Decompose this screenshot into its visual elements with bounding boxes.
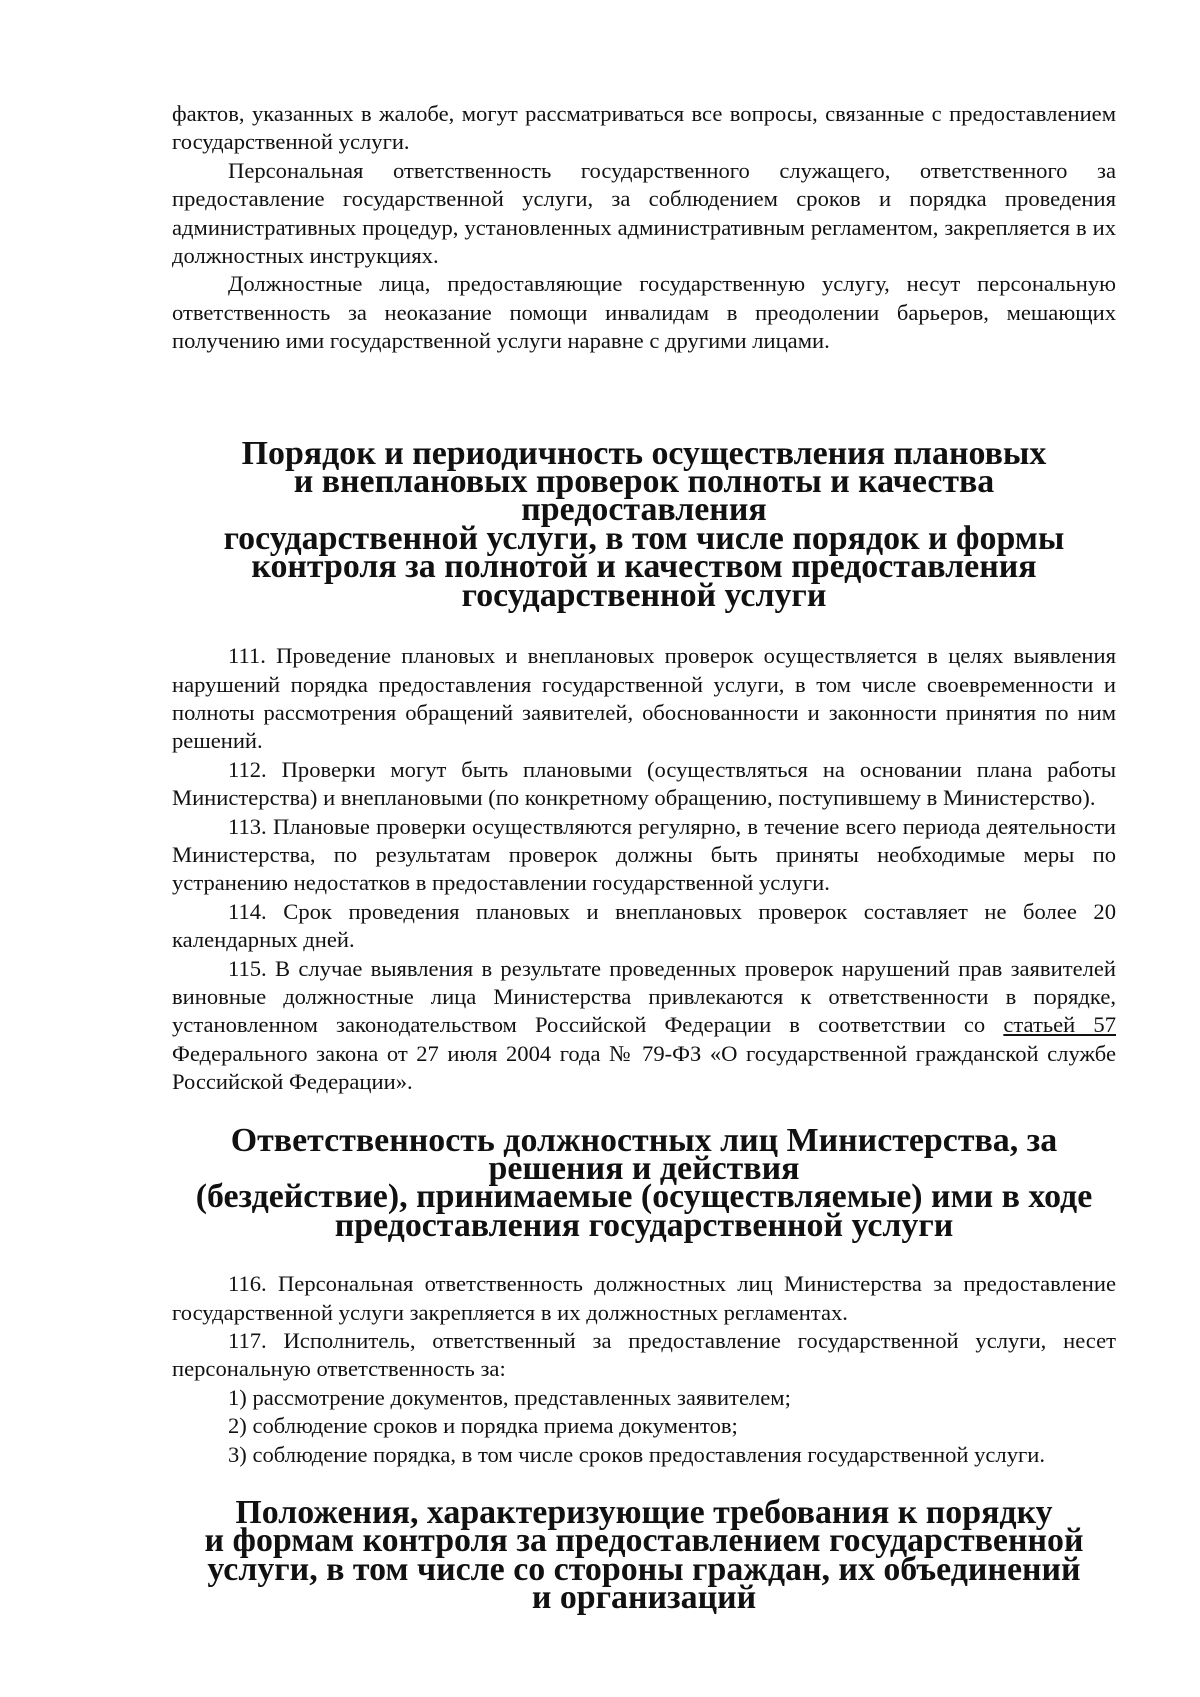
heading-line: государственной услуги: [461, 576, 827, 614]
paragraph-116: 116. Персональная ответственность должностных лиц Министерства за предоставление государственной услуги закрепляется в их должностных регламентах.: [172, 1271, 1116, 1325]
heading-line: (бездействие), принимаемые (осуществляемые) ими в ходе: [195, 1178, 1093, 1216]
heading-line: и формам контроля за предоставлением государственной: [204, 1522, 1084, 1560]
intro-paragraph-continued: фактов, указанных в жалобе, могут рассматриваться все вопросы, связанные с предоставлением государственной услуги.: [172, 101, 1116, 155]
heading-line: Положения, характеризующие требования к порядку: [235, 1494, 1053, 1532]
heading-line: предоставления государственной услуги: [334, 1206, 954, 1244]
heading-line: услуги, в том числе со стороны граждан, их объединений: [207, 1550, 1081, 1588]
heading-line: контроля за полнотой и качеством предоставления: [251, 548, 1037, 586]
heading-line: и организаций: [531, 1579, 757, 1617]
list-item: 3) соблюдение порядка, в том числе сроков предоставления государственной услуги.: [228, 1441, 1046, 1467]
heading-line: и внеплановых проверок полноты и качества предоставления: [293, 463, 995, 529]
section-heading-inspections: [172, 434, 1116, 614]
paragraph-114: 114. Срок проведения плановых и внеплановых проверок составляет не более 20 календарных дней.: [172, 898, 1116, 953]
paragraph-111: 111. Проведение плановых и внеплановых проверок осуществляется в целях выявления нарушений порядка предоставления государственной услуги, в том числе своевременности и полноты рассмотрения обращений заявителей, обоснованности и законности принятия по ним решений.: [172, 643, 1116, 754]
list-item: 1) рассмотрение документов, представленных заявителем;: [228, 1384, 791, 1410]
paragraph-117: 117. Исполнитель, ответственный за предоставление государственной услуги, несет персональную ответственность за:: [172, 1328, 1116, 1382]
intro-paragraph-responsibility: Персональная ответственность государственного служащего, ответственного за предоставление государственной услуги, за соблюдением сроков и порядка проведения административных процедур, установленных административным регламентом, закрепляется в их должностных инструкциях.: [172, 157, 1116, 269]
paragraph-115-text-start: 115. В случае выявления в результате проведенных проверок нарушений прав заявителей виновные должностные лица Министерства привлекаются к ответственности в порядке, установленном законодательством Российской Федерации в соответствии со: [172, 955, 1116, 1038]
intro-paragraph-disabled-assistance: Должностные лица, предоставляющие государственную услугу, несут персональную ответственность за неоказание помощи инвалидам в преодолении барьеров, мешающих получению ими государственной услуги наравне с другими лицами.: [172, 271, 1116, 354]
paragraph-115-text-end: Федерального закона от 27 июля 2004 года № 79-ФЗ «О государственной гражданской службе Российской Федерации».: [172, 1040, 1116, 1095]
paragraph-113: 113. Плановые проверки осуществляются регулярно, в течение всего периода деятельности Министерства, по результатам проверок должны быть приняты необходимые меры по устранению недостатков в предоставлении государственной услуги.: [172, 813, 1116, 896]
heading-line: Ответственность должностных лиц Министерства, за решения и действия: [230, 1121, 1058, 1187]
heading-line: государственной услуги, в том числе порядок и формы: [223, 519, 1065, 557]
heading-line: Порядок и периодичность осуществления плановых: [241, 434, 1047, 472]
section-heading-responsibility: [172, 1121, 1116, 1244]
paragraph-112: 112. Проверки могут быть плановыми (осуществляться на основании плана работы Министерства) и внеплановыми (по конкретному обращению, поступившему в Министерство).: [172, 756, 1116, 811]
section-heading-control-requirements: [172, 1494, 1116, 1617]
article-57-link[interactable]: статьей 57: [1003, 1012, 1116, 1038]
paragraph-115: [172, 955, 1116, 1097]
document-body: [172, 100, 1116, 1617]
list-item: 2) соблюдение сроков и порядка приема документов;: [228, 1413, 738, 1439]
